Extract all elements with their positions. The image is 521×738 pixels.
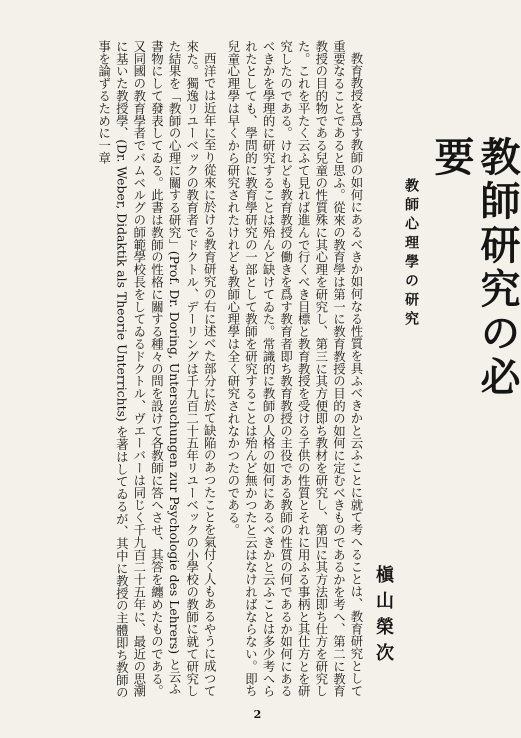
author-name: 槇山榮次 <box>373 565 394 669</box>
page-number: 2 <box>253 708 262 721</box>
article-body <box>40 40 365 700</box>
body-paragraph: 西洋では近年に至り從來に於ける教育研究の右に述べた部分に於て缺陥のあつたことを氣付く人もあるやうに成つて來た。獨逸リユーベックの教育者でドクトル、デーリングは千九百二十五年リユーベックの小學校の教師に就て研究した結果を「教師の心理に關する研究」(Prof. Dr. Doring, Untersuchungen zur Psychologie des Lehrers) と云ふ書物にして發表してゐる。此書は教師の性格に關する種々の問を設けて各教師に答へさせ、其答を纏めたものである。又同國の教育學者でバムベルグの師範學校長をしてゐるドクトル、ヴエーバーは同じく千九百二十五年に、最近の思潮に基いた教授學、(Dr. Weber, Didaktik als Theorie Unterrichts) を著はしてゐるが、其中に教授の主體即ち教師の事を論ずるために一章 <box>96 40 218 699</box>
article-title: 教師研究の必要 <box>428 136 521 400</box>
article-subtitle: 教師心理學の研究 <box>403 178 419 330</box>
body-paragraph: 教育教授を爲す教師の如何にあるべきか如何なる性質を具ふべきかと云ふことに就て考へることは、教育研究として重要なることであると思ふ。從來の教育學は第一に教育教授の目的の如何に定むべきものであるかを考へ、第二に教育教授の目的物である兒童の性質殊に其心理を研究し、第三に其方便即ち教材を研究し、第四に其方法即ち仕方を研究した。これを平たく云ふて見れば進んで行くべき目標と教育教授を受ける子供の性質とそれに用ふる事柄と其仕方とを研究したのである。けれども教育教授の働きを爲す教育者即ち教育教授の主役である教師の性質の何であるか如何にあるべきかを學理的に研究することは殆んど缺けてゐた。常識的に教師の人格の如何にあるべきかと云ふことは多少考へられたとしても、學問的に教育學研究の一部として教師を研究することは殆んど無かつたと云はなければならない。即ち兒童心理學は早くから研究されたけれども教師心理學は全く研究されなかつたのである。 <box>225 40 364 698</box>
